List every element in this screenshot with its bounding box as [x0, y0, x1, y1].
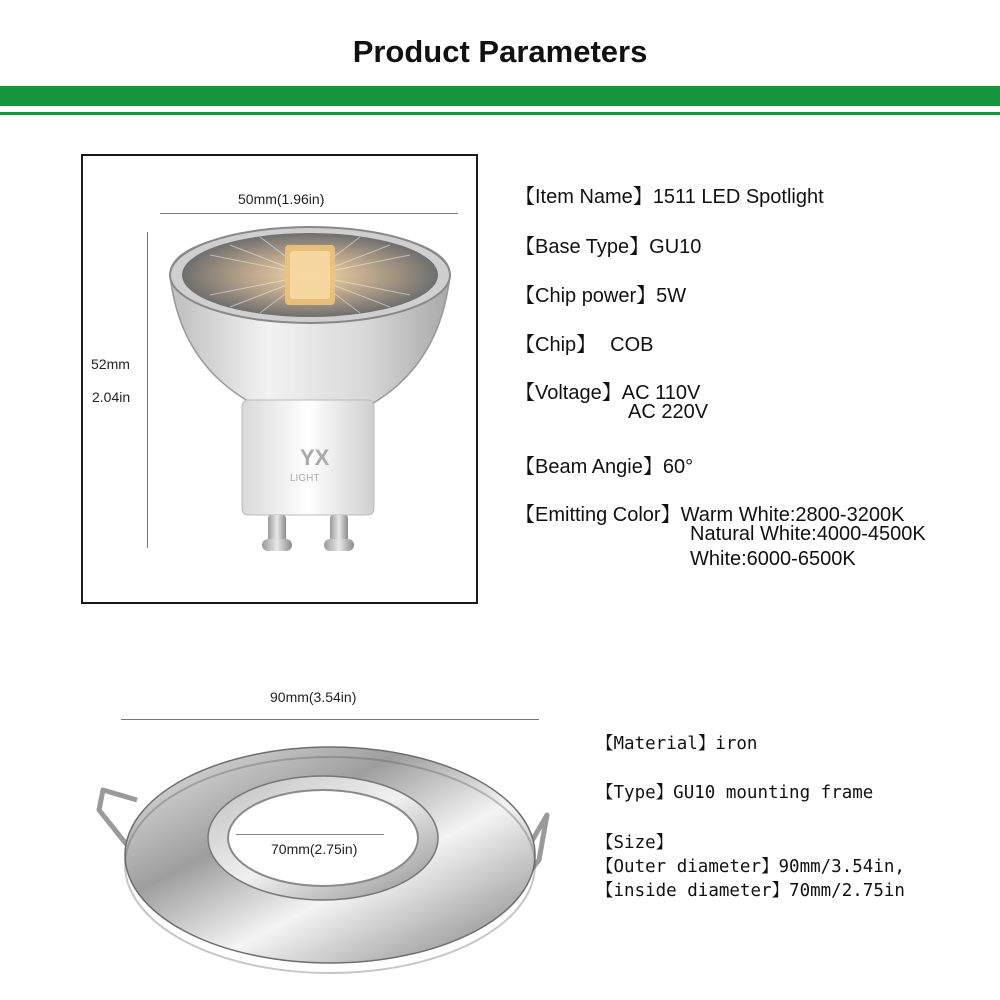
spec-item-name: [515, 180, 824, 209]
spec-type: [596, 779, 873, 804]
spec-beam-angle: [515, 450, 693, 479]
spec-label: 【Material】: [596, 734, 716, 754]
spec-voltage-value2: AC 220V: [628, 401, 709, 423]
bulb-height-label-mm: 52mm: [91, 356, 130, 372]
bulb-height-dimension-line: [147, 232, 148, 548]
bulb-width-dimension-line: [160, 213, 458, 214]
spec-label: 【Voltage】: [515, 382, 622, 404]
spec-value: COB: [610, 334, 654, 356]
spec-value: 5W: [656, 285, 687, 307]
frame-inner-dimension-line: [236, 834, 384, 835]
spec-value: Warm White:2800-3200K: [680, 504, 905, 526]
frame-outer-label: 90mm(3.54in): [270, 689, 357, 705]
spec-inside-diameter: 【inside diameter】70mm/2.75in: [596, 881, 905, 901]
frame-inner-label: 70mm(2.75in): [271, 841, 358, 857]
spec-value: 60°: [662, 456, 694, 478]
spec-value: 1511 LED Spotlight: [652, 186, 824, 208]
bulb-logo-icon: YX: [300, 445, 330, 470]
spec-label: 【Chip】: [515, 334, 597, 356]
spec-value: GU10 mounting frame: [673, 783, 874, 803]
spec-emitting-color-value3: White:6000-6500K: [690, 548, 856, 570]
bulb-height-label-in: 2.04in: [92, 389, 131, 405]
spec-value: GU10: [649, 236, 702, 258]
spec-base-type: [515, 230, 701, 259]
mounting-frame-illustration: [95, 740, 555, 980]
spec-label: 【Base Type】: [515, 236, 650, 258]
spec-label: 【Type】: [596, 783, 674, 803]
spec-value: iron: [715, 734, 758, 754]
spec-emitting-color-value2: Natural White:4000-4500K: [690, 523, 926, 545]
spec-label: 【Beam Angie】: [515, 456, 663, 478]
frame-outer-dimension-line: [121, 719, 539, 720]
bulb-width-label: 50mm(1.96in): [238, 191, 325, 207]
header-green-bar: [0, 86, 1000, 106]
spec-chip: [515, 328, 653, 357]
bulb-logo-text: LIGHT: [290, 473, 320, 484]
spec-material: [596, 730, 757, 755]
spec-label: 【Item Name】: [515, 186, 653, 208]
spec-chip-power: [515, 279, 686, 308]
gu10-bulb-illustration: [150, 215, 480, 560]
spec-outer-diameter: 【Outer diameter】90mm/3.54in,: [596, 857, 905, 877]
page-title: Product Parameters: [352, 34, 648, 69]
header-green-line: [0, 112, 1000, 115]
spec-size-label: 【Size】: [596, 833, 674, 853]
spec-label: 【Emitting Color】: [515, 504, 681, 526]
spec-value: AC 110V: [621, 382, 701, 404]
spec-label: 【Chip power】: [515, 285, 657, 307]
